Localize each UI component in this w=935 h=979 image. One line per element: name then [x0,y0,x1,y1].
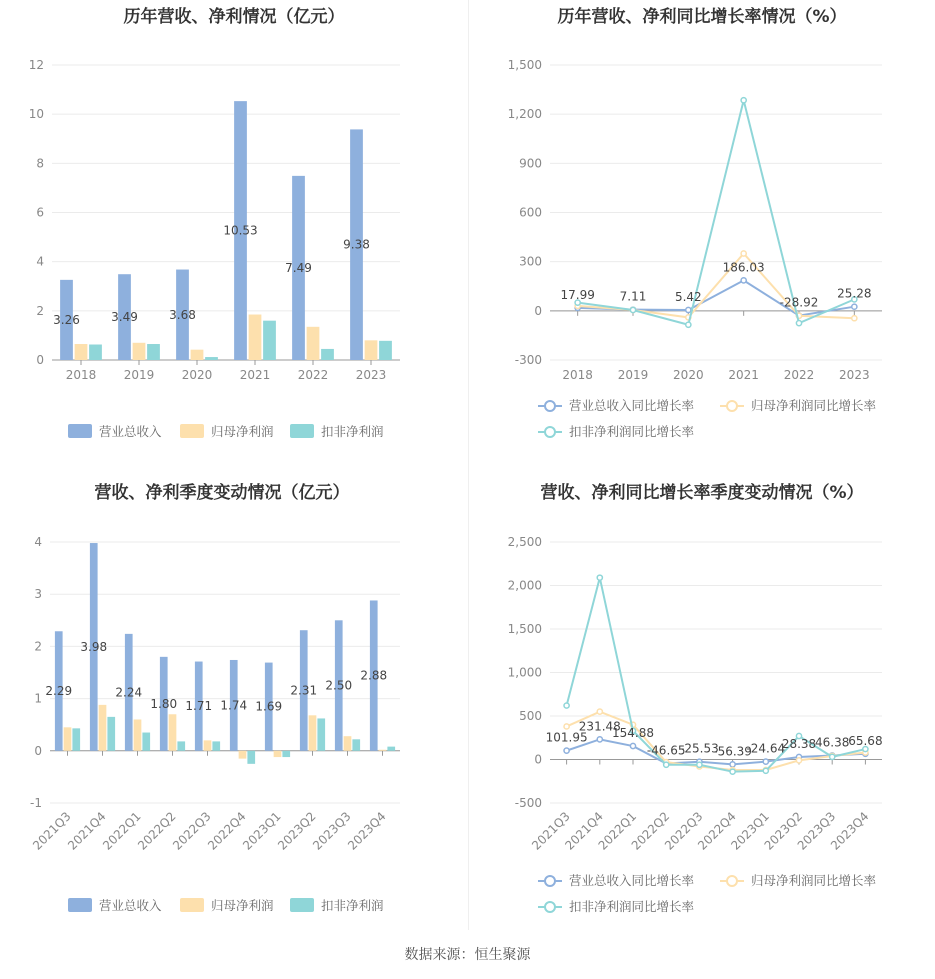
y-tick-label: 10 [28,107,44,122]
x-tick-label: 2022Q1 [595,809,640,853]
bar [177,741,185,750]
legend-swatch [180,424,204,438]
data-point [597,575,602,580]
legend-swatch-marker [727,401,737,411]
x-tick-label: 2021Q3 [30,809,74,853]
data-label: -25.53 [680,741,719,756]
y-tick-label: 2 [36,303,44,318]
legend-label: 营业总收入 [99,424,162,439]
y-tick-label: 3 [34,587,42,602]
data-label: 2.31 [290,683,318,698]
bar [344,736,352,751]
legend-label: 扣非净利润 [321,424,384,439]
x-tick-label: 2021 [239,368,271,382]
y-tick-label: 2,500 [507,535,542,549]
bar [142,733,150,751]
data-point [597,737,602,742]
legend-label: 扣非净利润同比增长率 [569,424,695,439]
y-tick-label: 2,000 [507,578,542,593]
bar [249,315,262,360]
bar [387,747,395,751]
x-tick-label: 2021 [728,368,759,382]
data-point [763,768,768,773]
legend-swatch-marker [545,902,555,912]
data-source-footer: 数据来源：恒生聚源 [404,947,531,963]
x-tick-label: 2021Q4 [65,809,109,853]
x-tick-label: 2022 [297,368,329,382]
bar [147,344,160,360]
bar [133,343,146,360]
y-tick-label: 6 [36,205,44,220]
chart-quarterly-values [30,482,400,913]
bar [309,715,317,750]
data-label: 2.50 [325,678,353,693]
bar [169,714,177,751]
x-tick-label: 2022Q4 [695,809,739,853]
x-tick-label: 2023Q3 [794,809,839,853]
legend-item [180,898,274,913]
y-tick-label: 8 [36,156,44,171]
data-label: 1.74 [220,698,248,713]
x-tick-label: 2020 [673,368,704,382]
x-tick-label: 2022Q4 [205,809,249,853]
legend-label: 营业总收入同比增长率 [569,873,695,888]
x-tick-label: 2023Q1 [240,809,284,853]
x-tick-label: 2018 [65,368,97,382]
y-tick-label: 4 [34,535,42,549]
data-point [664,762,669,767]
chart-quarterly-growth [508,482,883,914]
bar [379,750,387,751]
y-tick-label: 300 [519,254,542,269]
legend-item [538,899,695,914]
legend-label: 营业总收入同比增长率 [569,398,695,413]
legend-item [538,873,695,888]
data-label: 3.98 [80,639,108,654]
chart-title: 历年营收、净利同比增长率情况（%） [557,7,847,27]
bar [212,741,220,750]
data-label: 231.48 [578,719,621,734]
x-tick-label: 2019 [123,368,155,382]
legend-swatch [290,898,314,912]
bar [263,321,276,360]
legend-item [290,898,384,913]
data-label: 25.28 [837,286,872,301]
data-label: 5.42 [674,289,702,304]
data-point [830,754,835,759]
legend-swatch-marker [545,427,555,437]
data-point [697,762,702,767]
data-label: 1.69 [255,699,283,714]
chart-title: 历年营收、净利情况（亿元） [123,7,345,27]
x-tick-label: 2021Q3 [529,809,573,853]
legend-swatch [68,898,92,912]
legend-label: 营业总收入 [99,898,162,913]
y-tick-label: 1,000 [507,665,542,680]
data-point [564,748,569,753]
y-tick-label: 0 [534,303,542,318]
data-label: 46.38 [815,735,850,750]
bar [321,349,334,360]
chart-title: 营收、净利季度变动情况（亿元） [94,483,350,503]
bar [282,751,290,757]
bar [89,345,102,360]
legend-label: 扣非净利润同比增长率 [569,899,695,914]
legend-swatch-marker [545,876,555,886]
bar [205,357,218,360]
x-tick-label: 2023Q4 [345,809,389,853]
legend-item [538,424,695,439]
legend-label: 扣非净利润 [321,898,384,913]
data-label: 1.80 [150,696,178,711]
y-tick-label: 1,200 [507,107,542,122]
data-point [730,762,735,767]
x-tick-label: 2020 [181,368,213,382]
y-tick-label: 2 [34,639,42,654]
x-tick-label: 2022Q1 [100,809,144,853]
y-tick-label: 0 [534,752,542,767]
x-tick-label: 2022Q3 [661,809,706,853]
data-point [630,743,635,748]
y-tick-label: -1 [30,796,42,810]
legend-label: 归母净利润 [211,898,274,913]
data-label: -46.65 [646,743,686,758]
y-tick-label: 4 [36,254,44,269]
x-tick-label: 2021Q4 [562,809,606,853]
y-tick-label: 0 [36,353,44,367]
y-tick-label: -300 [514,353,542,367]
legend-swatch-marker [545,401,555,411]
y-tick-label: 0 [34,743,42,758]
data-label: 9.38 [343,237,370,252]
data-label: 2.88 [360,668,388,683]
data-label: 186.03 [722,260,765,275]
x-tick-label: 2023Q1 [728,809,772,853]
data-point [796,758,801,763]
data-point [597,709,602,714]
data-point [796,321,801,326]
data-label: 2.24 [115,685,143,700]
data-point [730,769,735,774]
bar [365,340,378,360]
y-tick-label: 900 [519,156,542,171]
y-tick-label: 12 [28,58,44,72]
x-tick-label: 2018 [562,368,593,382]
data-label: -56.39 [713,744,752,759]
x-tick-label: 2022Q2 [628,809,673,853]
data-label: 3.49 [111,310,138,325]
bar [352,739,360,750]
data-point [630,307,635,312]
y-tick-label: 1,500 [507,622,542,636]
legend-label: 归母净利润同比增长率 [751,398,877,413]
data-point [763,759,768,764]
legend-swatch [290,424,314,438]
data-point [686,307,691,312]
data-label: 3.68 [169,307,196,322]
legend-swatch-marker [727,876,737,886]
bar [239,751,247,759]
data-label: 2.29 [45,684,73,699]
y-tick-label: 1,500 [507,58,542,72]
data-label: -28.92 [779,295,819,310]
data-label: 3.26 [53,312,80,327]
legend-label: 归母净利润 [211,424,274,439]
data-point [564,703,569,708]
x-tick-label: 2023 [355,368,387,382]
legend-item [68,424,162,439]
bar [99,705,107,751]
chart-annual-growth [508,6,882,439]
data-label: -24.64 [746,741,786,756]
x-tick-label: 2022Q2 [135,809,179,853]
bar [307,327,320,360]
data-point [564,724,569,729]
x-tick-label: 2019 [617,368,649,382]
legend-swatch [68,424,92,438]
bar [274,751,282,757]
legend-item [68,898,162,913]
data-point [741,278,746,283]
chart-title: 营收、净利同比增长率季度变动情况（%） [540,483,864,503]
legend-item [538,398,695,413]
bar [317,718,325,750]
data-label: 28.38 [781,737,817,752]
data-label: 7.49 [285,260,312,275]
bar [72,728,80,750]
data-label: 154.88 [612,726,654,741]
y-tick-label: 600 [519,205,542,220]
legend-item [720,873,877,888]
bar [75,344,88,360]
data-point [741,251,746,256]
data-label: 7.11 [619,289,647,304]
legend-label: 归母净利润同比增长率 [751,873,877,888]
legend-item [290,424,384,439]
data-point [852,304,857,309]
data-label: 17.99 [560,287,595,302]
x-tick-label: 2023Q2 [275,809,319,853]
x-tick-label: 2022Q3 [170,809,214,853]
bar [204,740,212,750]
bar [107,717,115,751]
bar [191,350,204,360]
data-label: 10.53 [223,223,258,238]
y-tick-label: 500 [519,709,542,723]
bar [379,341,392,360]
data-point [686,322,691,327]
data-label: 101.95 [545,730,588,745]
bar [64,727,72,750]
legend-swatch [180,898,204,912]
x-tick-label: 2022 [783,368,815,382]
data-label: 1.71 [185,699,213,714]
y-tick-label: -500 [514,796,542,810]
chart-annual-values [29,6,400,439]
y-tick-label: 1 [34,691,42,706]
x-tick-label: 2023 [839,368,870,382]
legend-item [720,398,877,413]
x-tick-label: 2023Q3 [310,809,354,853]
data-point [741,98,746,103]
panel-divider [468,0,469,930]
bar [247,751,255,764]
data-label: 65.68 [848,733,883,748]
legend-item [180,424,274,439]
x-tick-label: 2023Q2 [761,809,806,853]
data-point [852,316,857,321]
bar [134,719,142,750]
x-tick-label: 2023Q4 [827,809,872,853]
